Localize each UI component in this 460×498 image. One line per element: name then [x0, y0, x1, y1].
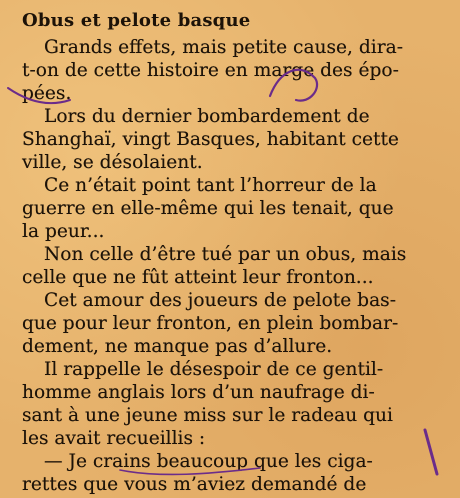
- text-line: sant à une jeune miss sur le radeau qui: [22, 405, 393, 426]
- text-line: que pour leur fronton, en plein bombar-: [22, 313, 399, 334]
- text-line: dement, ne manque pas d’allure.: [22, 336, 333, 357]
- text-line: ville, se désolaient.: [22, 152, 203, 173]
- text-line: Il rappelle le désespoir de ce gentil-: [44, 359, 384, 380]
- text-line: Non celle d’être tué par un obus, mais: [44, 244, 407, 265]
- text-line: Ce n’était point tant l’horreur de la: [44, 175, 377, 196]
- article-title: Obus et pelote basque: [22, 10, 251, 31]
- text-line: la peur...: [22, 221, 105, 242]
- text-line: homme anglais lors d’un naufrage di-: [22, 382, 375, 403]
- text-line: Shanghaï, vingt Basques, habitant cette: [22, 129, 399, 150]
- text-line: — Je crains beaucoup que les ciga-: [44, 451, 373, 472]
- text-line: pées.: [22, 83, 72, 104]
- text-line: t-on de cette histoire en marge des épo-: [22, 60, 399, 81]
- text-line: rettes que vous m’aviez demandé de: [22, 474, 367, 495]
- text-line: Grands effets, mais petite cause, dira-: [44, 37, 403, 58]
- text-line: guerre en elle-même qui les tenait, que: [22, 198, 394, 219]
- text-line: celle que ne fût atteint leur fronton...: [22, 267, 374, 288]
- text-line: Cet amour des joueurs de pelote bas-: [44, 290, 396, 311]
- text-line: les avait recueillis :: [22, 428, 206, 449]
- text-line: Lors du dernier bombardement de: [44, 106, 370, 127]
